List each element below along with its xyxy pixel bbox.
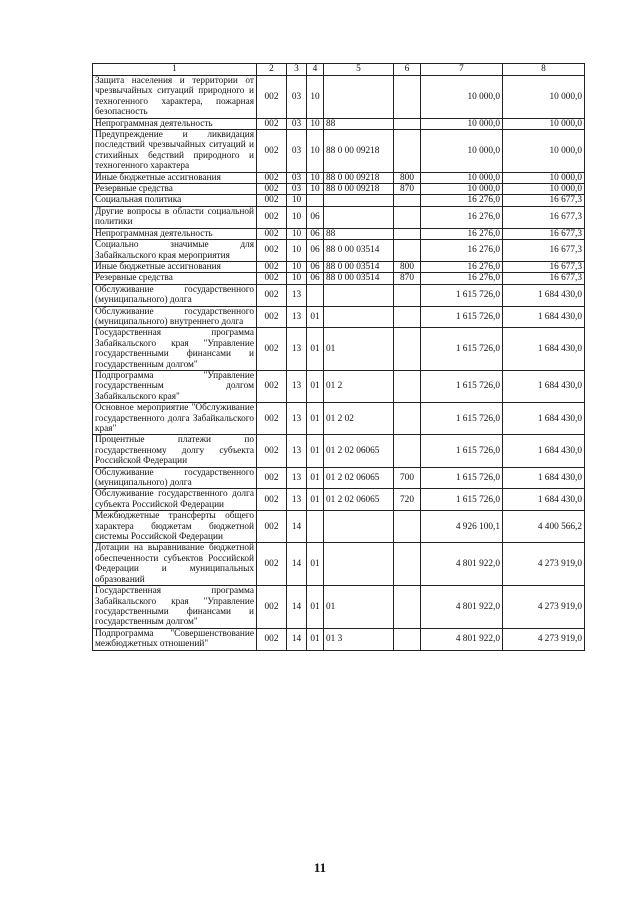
- table-row: [93, 273, 585, 284]
- row-name-cell: Обслуживание государственного (муниципального) внутреннего долга: [93, 306, 257, 328]
- table-row: [93, 130, 585, 173]
- column-header: 8: [503, 64, 585, 76]
- year2-amount-cell: 1 684 430,0: [503, 467, 585, 489]
- year2-amount-cell: 10 000,0: [503, 172, 585, 183]
- year1-amount-cell: 1 615 726,0: [421, 435, 503, 467]
- admin-code-cell: 002: [257, 130, 287, 173]
- row-name-cell: Непрограммная деятельность: [93, 118, 257, 129]
- row-name-cell: Межбюджетные трансферты общего характера бюджетам бюджетной системы Российской Федерации: [93, 511, 257, 543]
- subsection-cell: 01: [307, 306, 324, 328]
- table-row: [93, 370, 585, 402]
- year1-amount-cell: 10 000,0: [421, 76, 503, 119]
- year2-amount-cell: 16 677,3: [503, 240, 585, 262]
- section-cell: 14: [287, 628, 307, 650]
- year2-amount-cell: 16 677,3: [503, 206, 585, 228]
- table-row: [93, 172, 585, 183]
- table-row: [93, 206, 585, 228]
- row-name-cell: Основное мероприятие "Обслуживание государственного долга Забайкальского края": [93, 403, 257, 435]
- table-row: [93, 240, 585, 262]
- section-cell: 03: [287, 130, 307, 173]
- row-name-cell: Дотации на выравнивание бюджетной обеспеченности субъектов Российской Федерации и муниципальных образований: [93, 543, 257, 586]
- table-row: [93, 306, 585, 328]
- year1-amount-cell: 4 801 922,0: [421, 543, 503, 586]
- subsection-cell: 01: [307, 403, 324, 435]
- year1-amount-cell: 16 276,0: [421, 195, 503, 206]
- target-article-cell: 88: [324, 228, 394, 239]
- section-cell: 03: [287, 76, 307, 119]
- table-body: [93, 76, 585, 651]
- expense-type-cell: 870: [394, 184, 421, 195]
- target-article-cell: 01: [324, 328, 394, 371]
- year1-amount-cell: 16 276,0: [421, 228, 503, 239]
- expense-type-cell: [394, 328, 421, 371]
- subsection-cell: 01: [307, 543, 324, 586]
- expense-type-cell: [394, 511, 421, 543]
- section-cell: 10: [287, 261, 307, 272]
- row-name-cell: Социально значимые для Забайкальского края мероприятия: [93, 240, 257, 262]
- admin-code-cell: 002: [257, 195, 287, 206]
- target-article-cell: 88 0 00 03514: [324, 240, 394, 262]
- year2-amount-cell: 4 400 566,2: [503, 511, 585, 543]
- year2-amount-cell: 10 000,0: [503, 130, 585, 173]
- section-cell: 13: [287, 403, 307, 435]
- expense-type-cell: [394, 586, 421, 629]
- subsection-cell: [307, 284, 324, 306]
- target-article-cell: [324, 543, 394, 586]
- admin-code-cell: 002: [257, 467, 287, 489]
- year2-amount-cell: 1 684 430,0: [503, 435, 585, 467]
- target-article-cell: 01 2 02: [324, 403, 394, 435]
- year1-amount-cell: 10 000,0: [421, 184, 503, 195]
- subsection-cell: 06: [307, 240, 324, 262]
- admin-code-cell: 002: [257, 172, 287, 183]
- year1-amount-cell: 1 615 726,0: [421, 306, 503, 328]
- target-article-cell: [324, 306, 394, 328]
- column-header: 7: [421, 64, 503, 76]
- year1-amount-cell: 16 276,0: [421, 206, 503, 228]
- admin-code-cell: 002: [257, 328, 287, 371]
- subsection-cell: 10: [307, 76, 324, 119]
- row-name-cell: Обслуживание государственного долга субъекта Российской Федерации: [93, 489, 257, 511]
- year2-amount-cell: 4 273 919,0: [503, 586, 585, 629]
- subsection-cell: 01: [307, 370, 324, 402]
- year1-amount-cell: 16 276,0: [421, 273, 503, 284]
- subsection-cell: 06: [307, 206, 324, 228]
- admin-code-cell: 002: [257, 628, 287, 650]
- column-header: 4: [307, 64, 324, 76]
- admin-code-cell: 002: [257, 228, 287, 239]
- admin-code-cell: 002: [257, 306, 287, 328]
- section-cell: 10: [287, 228, 307, 239]
- section-cell: 13: [287, 435, 307, 467]
- section-cell: 13: [287, 328, 307, 371]
- year1-amount-cell: 1 615 726,0: [421, 328, 503, 371]
- expense-type-cell: [394, 435, 421, 467]
- admin-code-cell: 002: [257, 543, 287, 586]
- table-row: [93, 228, 585, 239]
- expense-type-cell: 870: [394, 273, 421, 284]
- expense-type-cell: 700: [394, 467, 421, 489]
- section-cell: 13: [287, 284, 307, 306]
- row-name-cell: Непрограммная деятельность: [93, 228, 257, 239]
- section-cell: 13: [287, 467, 307, 489]
- year2-amount-cell: 10 000,0: [503, 118, 585, 129]
- year1-amount-cell: 4 801 922,0: [421, 628, 503, 650]
- year1-amount-cell: 16 276,0: [421, 261, 503, 272]
- section-cell: 10: [287, 240, 307, 262]
- row-name-cell: Обслуживание государственного (муниципального) долга: [93, 284, 257, 306]
- column-header: 1: [93, 64, 257, 76]
- row-name-cell: Обслуживание государственного (муниципального) долга: [93, 467, 257, 489]
- admin-code-cell: 002: [257, 489, 287, 511]
- section-cell: 10: [287, 195, 307, 206]
- subsection-cell: 01: [307, 328, 324, 371]
- subsection-cell: 06: [307, 261, 324, 272]
- subsection-cell: [307, 195, 324, 206]
- year1-amount-cell: 1 615 726,0: [421, 370, 503, 402]
- target-article-cell: [324, 76, 394, 119]
- expense-type-cell: [394, 370, 421, 402]
- table-row: [93, 467, 585, 489]
- section-cell: 10: [287, 206, 307, 228]
- admin-code-cell: 002: [257, 206, 287, 228]
- year2-amount-cell: 16 677,3: [503, 195, 585, 206]
- admin-code-cell: 002: [257, 586, 287, 629]
- expense-type-cell: [394, 118, 421, 129]
- expense-type-cell: [394, 403, 421, 435]
- column-header: 2: [257, 64, 287, 76]
- year2-amount-cell: 1 684 430,0: [503, 328, 585, 371]
- year1-amount-cell: 1 615 726,0: [421, 403, 503, 435]
- target-article-cell: 88 0 00 03514: [324, 261, 394, 272]
- year2-amount-cell: 1 684 430,0: [503, 403, 585, 435]
- subsection-cell: 01: [307, 435, 324, 467]
- expense-type-cell: [394, 306, 421, 328]
- row-name-cell: Резервные средства: [93, 273, 257, 284]
- section-cell: 14: [287, 511, 307, 543]
- admin-code-cell: 002: [257, 511, 287, 543]
- admin-code-cell: 002: [257, 118, 287, 129]
- table-row: [93, 76, 585, 119]
- section-cell: 03: [287, 184, 307, 195]
- table-row: [93, 435, 585, 467]
- row-name-cell: Социальная политика: [93, 195, 257, 206]
- target-article-cell: 88: [324, 118, 394, 129]
- year2-amount-cell: 10 000,0: [503, 184, 585, 195]
- table-row: [93, 328, 585, 371]
- subsection-cell: 01: [307, 467, 324, 489]
- table-row: [93, 261, 585, 272]
- year2-amount-cell: 10 000,0: [503, 76, 585, 119]
- target-article-cell: 01 2 02 06065: [324, 467, 394, 489]
- section-cell: 13: [287, 306, 307, 328]
- table-row: [93, 284, 585, 306]
- row-name-cell: Предупреждение и ликвидация последствий чрезвычайных ситуаций и стихийных бедствий природного и техногенного характера: [93, 130, 257, 173]
- subsection-cell: 01: [307, 586, 324, 629]
- expense-type-cell: [394, 228, 421, 239]
- expense-type-cell: 800: [394, 261, 421, 272]
- subsection-cell: 10: [307, 184, 324, 195]
- row-name-cell: Процентные платежи по государственному долгу субъекта Российской Федерации: [93, 435, 257, 467]
- subsection-cell: [307, 511, 324, 543]
- row-name-cell: Резервные средства: [93, 184, 257, 195]
- year1-amount-cell: 4 926 100,1: [421, 511, 503, 543]
- target-article-cell: [324, 511, 394, 543]
- admin-code-cell: 002: [257, 403, 287, 435]
- row-name-cell: Иные бюджетные ассигнования: [93, 172, 257, 183]
- year2-amount-cell: 4 273 919,0: [503, 543, 585, 586]
- year2-amount-cell: 16 677,3: [503, 261, 585, 272]
- target-article-cell: 88 0 00 09218: [324, 184, 394, 195]
- year1-amount-cell: 10 000,0: [421, 130, 503, 173]
- expense-type-cell: [394, 628, 421, 650]
- table-row: [93, 184, 585, 195]
- section-cell: 13: [287, 489, 307, 511]
- row-name-cell: Подпрограмма "Управление государственным долгом Забайкальского края": [93, 370, 257, 402]
- subsection-cell: 10: [307, 130, 324, 173]
- table-row: [93, 195, 585, 206]
- section-cell: 14: [287, 586, 307, 629]
- year2-amount-cell: 16 677,3: [503, 273, 585, 284]
- row-name-cell: Государственная программа Забайкальского края "Управление государственными финансами и государственным долгом": [93, 586, 257, 629]
- year1-amount-cell: 10 000,0: [421, 118, 503, 129]
- row-name-cell: Подпрограмма "Совершенствование межбюджетных отношений": [93, 628, 257, 650]
- section-cell: 03: [287, 118, 307, 129]
- admin-code-cell: 002: [257, 76, 287, 119]
- target-article-cell: [324, 206, 394, 228]
- expense-type-cell: [394, 76, 421, 119]
- table-row: [93, 543, 585, 586]
- subsection-cell: 06: [307, 273, 324, 284]
- target-article-cell: 01: [324, 586, 394, 629]
- subsection-cell: 06: [307, 228, 324, 239]
- table-row: [93, 118, 585, 129]
- row-name-cell: Защита населения и территории от чрезвычайных ситуаций природного и техногенного характера, пожарная безопасность: [93, 76, 257, 119]
- target-article-cell: 88 0 00 03514: [324, 273, 394, 284]
- expense-type-cell: [394, 195, 421, 206]
- target-article-cell: [324, 284, 394, 306]
- year1-amount-cell: 10 000,0: [421, 172, 503, 183]
- section-cell: 13: [287, 370, 307, 402]
- year2-amount-cell: 16 677,3: [503, 228, 585, 239]
- year1-amount-cell: 16 276,0: [421, 240, 503, 262]
- year2-amount-cell: 1 684 430,0: [503, 370, 585, 402]
- table-header-row: [93, 64, 585, 76]
- row-name-cell: Другие вопросы в области социальной политики: [93, 206, 257, 228]
- column-header: 5: [324, 64, 394, 76]
- table-row: [93, 489, 585, 511]
- admin-code-cell: 002: [257, 240, 287, 262]
- table-row: [93, 628, 585, 650]
- target-article-cell: 01 2 02 06065: [324, 435, 394, 467]
- admin-code-cell: 002: [257, 284, 287, 306]
- admin-code-cell: 002: [257, 273, 287, 284]
- expense-type-cell: [394, 206, 421, 228]
- subsection-cell: 10: [307, 118, 324, 129]
- column-header: 3: [287, 64, 307, 76]
- subsection-cell: 10: [307, 172, 324, 183]
- year2-amount-cell: 1 684 430,0: [503, 489, 585, 511]
- page-number: 11: [313, 860, 327, 875]
- section-cell: 10: [287, 273, 307, 284]
- expense-type-cell: [394, 543, 421, 586]
- expense-type-cell: 720: [394, 489, 421, 511]
- table-row: [93, 586, 585, 629]
- expense-type-cell: [394, 130, 421, 173]
- target-article-cell: 01 2 02 06065: [324, 489, 394, 511]
- year2-amount-cell: 4 273 919,0: [503, 628, 585, 650]
- target-article-cell: 88 0 00 09218: [324, 172, 394, 183]
- section-cell: 14: [287, 543, 307, 586]
- subsection-cell: 01: [307, 628, 324, 650]
- section-cell: 03: [287, 172, 307, 183]
- expense-type-cell: [394, 284, 421, 306]
- budget-table: [92, 63, 585, 651]
- expense-type-cell: 800: [394, 172, 421, 183]
- table-row: [93, 511, 585, 543]
- table-row: [93, 403, 585, 435]
- row-name-cell: Иные бюджетные ассигнования: [93, 261, 257, 272]
- expense-type-cell: [394, 240, 421, 262]
- year1-amount-cell: 1 615 726,0: [421, 489, 503, 511]
- target-article-cell: 01 2: [324, 370, 394, 402]
- subsection-cell: 01: [307, 489, 324, 511]
- target-article-cell: 88 0 00 09218: [324, 130, 394, 173]
- year2-amount-cell: 1 684 430,0: [503, 284, 585, 306]
- column-header: 6: [394, 64, 421, 76]
- target-article-cell: [324, 195, 394, 206]
- admin-code-cell: 002: [257, 435, 287, 467]
- admin-code-cell: 002: [257, 184, 287, 195]
- year1-amount-cell: 4 801 922,0: [421, 586, 503, 629]
- target-article-cell: 01 3: [324, 628, 394, 650]
- row-name-cell: Государственная программа Забайкальского края "Управление государственными финансами и государственным долгом": [93, 328, 257, 371]
- year2-amount-cell: 1 684 430,0: [503, 306, 585, 328]
- admin-code-cell: 002: [257, 370, 287, 402]
- admin-code-cell: 002: [257, 261, 287, 272]
- year1-amount-cell: 1 615 726,0: [421, 284, 503, 306]
- year1-amount-cell: 1 615 726,0: [421, 467, 503, 489]
